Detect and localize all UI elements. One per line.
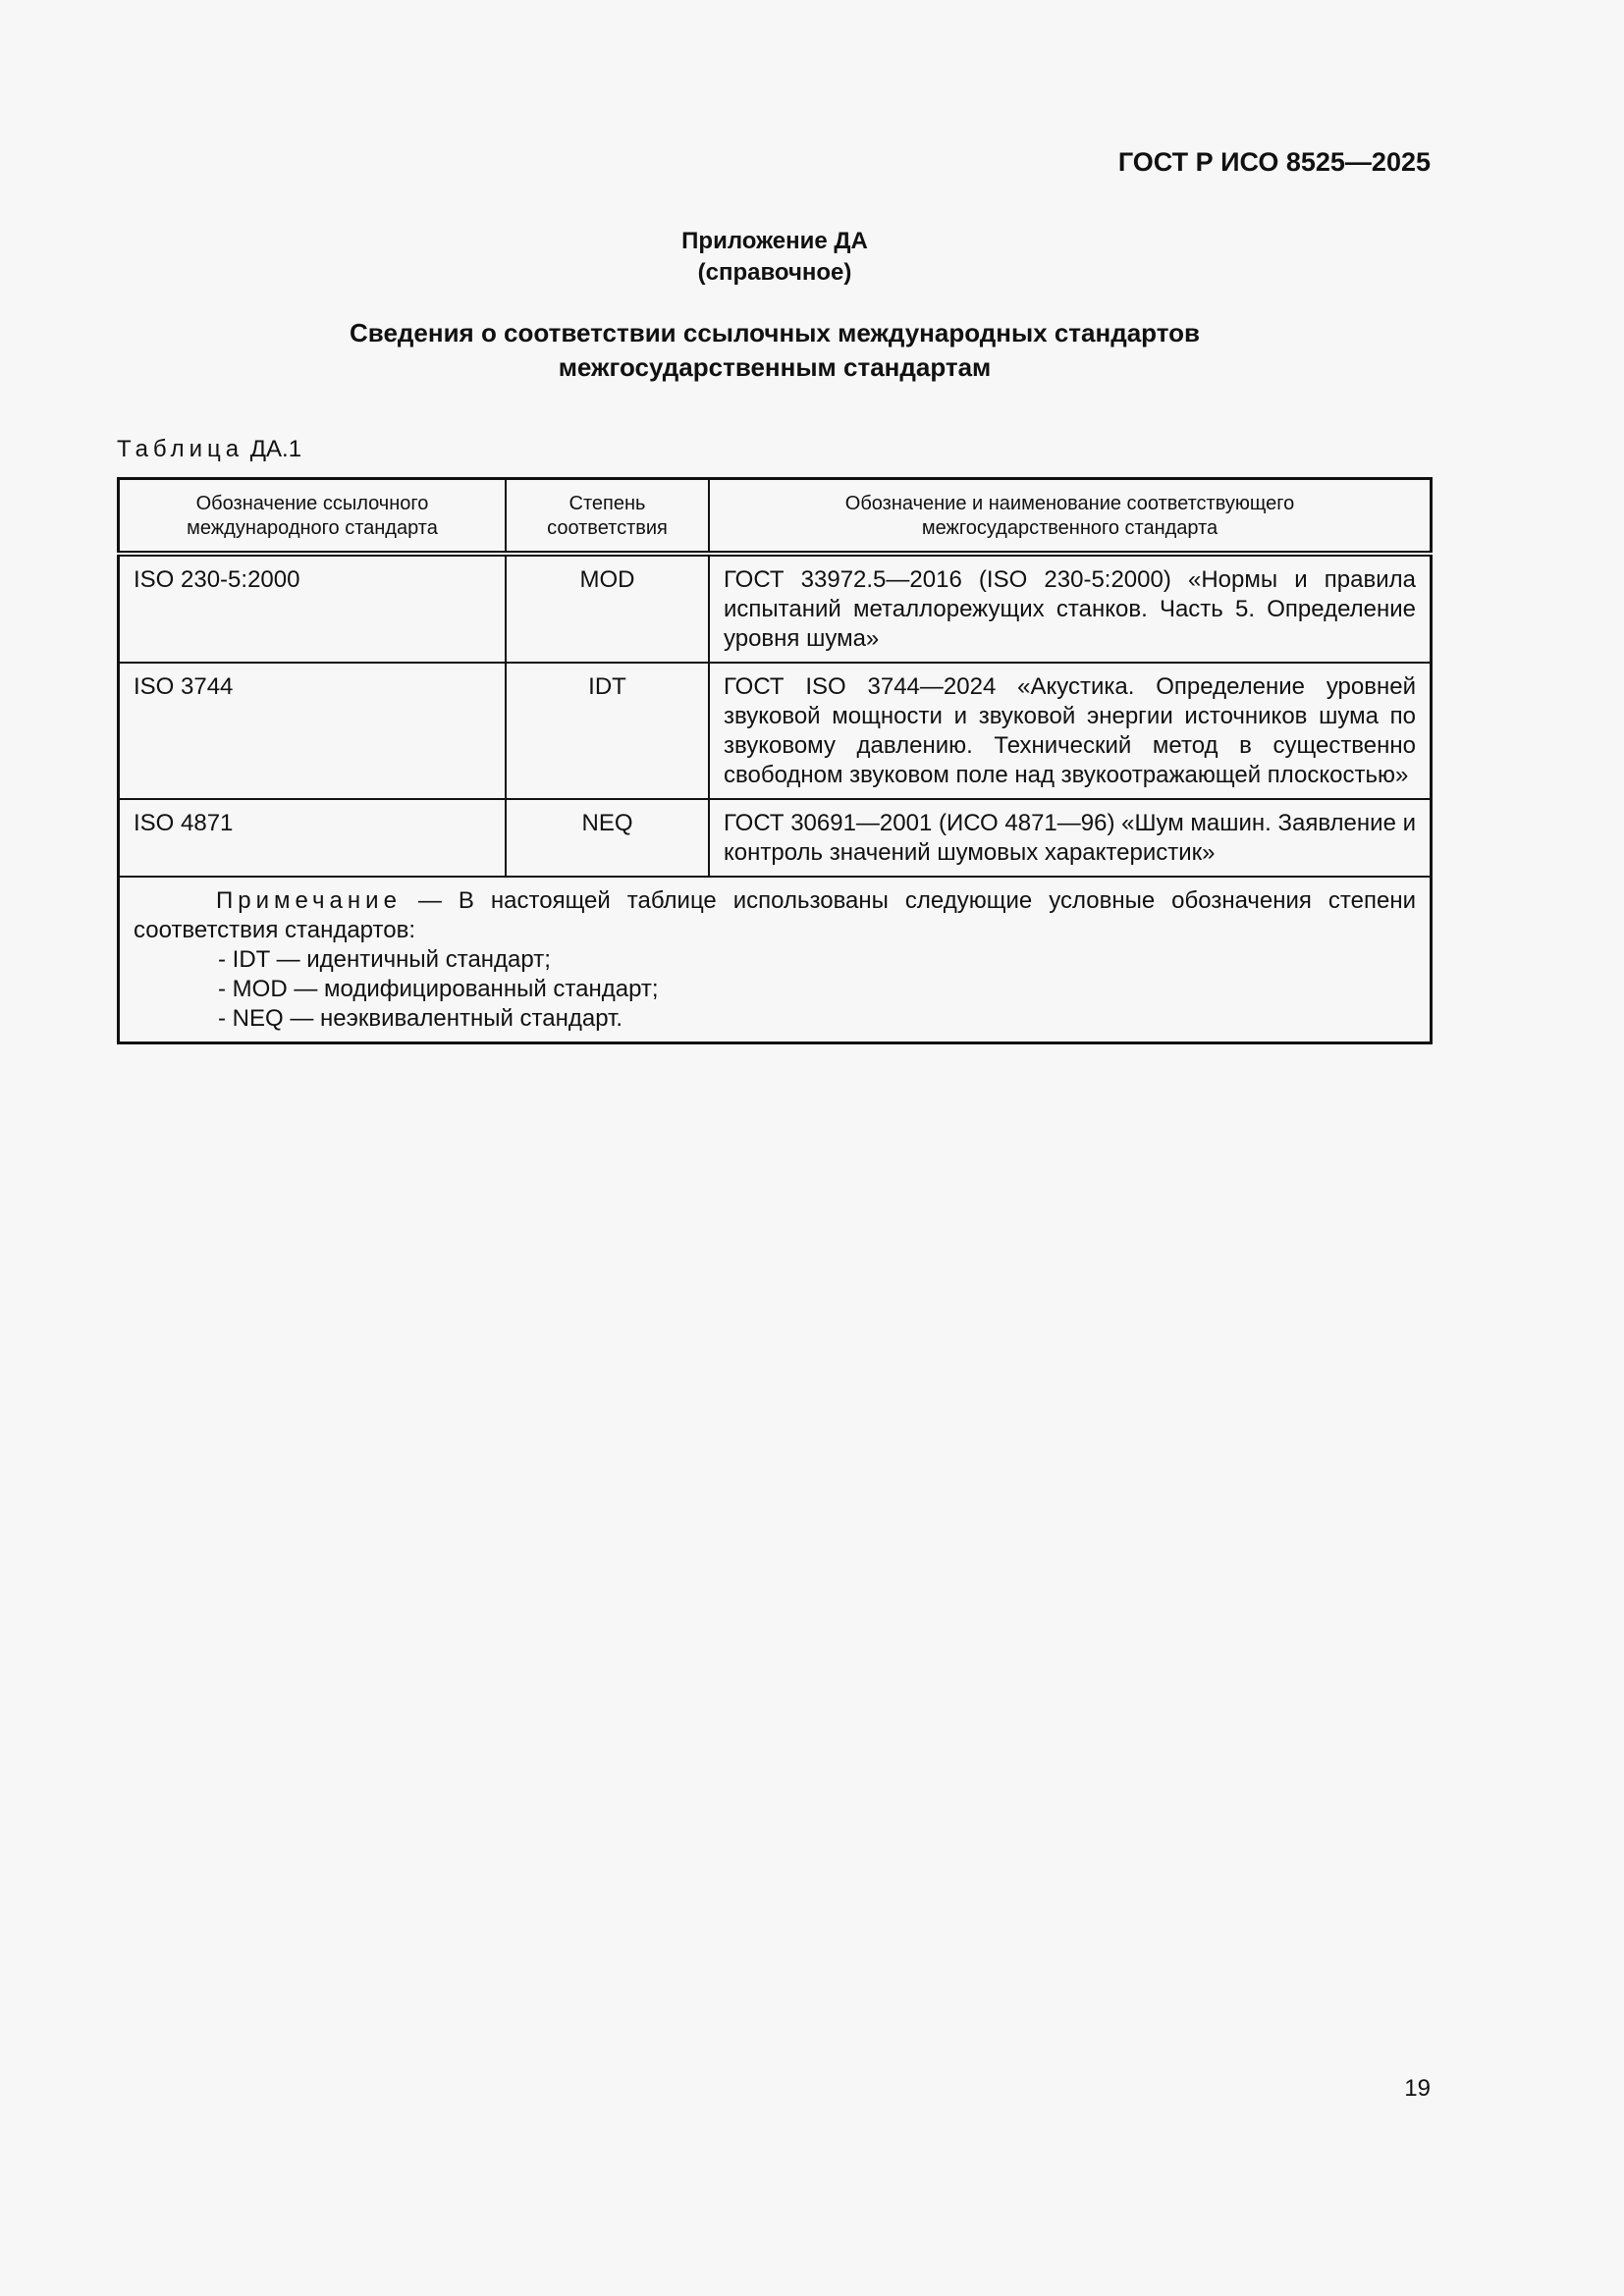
table-note-row	[119, 877, 1432, 1043]
cell-degree: IDT	[506, 663, 709, 799]
cell-reference: ISO 4871	[119, 799, 507, 877]
header-reference-standard	[119, 479, 507, 555]
header-col2-line2: соответствия	[547, 517, 668, 539]
note-list	[134, 945, 1416, 1034]
header-col3-line1: Обозначение и наименование соответствующего	[844, 493, 1295, 514]
table-caption-word: Таблица	[117, 436, 244, 462]
appendix-heading	[0, 226, 1549, 289]
appendix-title: Приложение ДА	[681, 228, 868, 254]
table-caption-number: ДА.1	[249, 436, 302, 462]
section-title-line1: Сведения о соответствии ссылочных международных стандартов	[350, 318, 1200, 347]
table-caption	[117, 436, 301, 463]
table-row	[119, 663, 1432, 799]
note-list-item: - IDT — идентичный стандарт;	[218, 945, 1416, 975]
note-body: — В настоящей таблице использованы следующие условные обозначения степени соответствия стандартов:	[134, 887, 1416, 943]
cell-standard: ГОСТ 33972.5—2016 (ISO 230-5:2000) «Нормы и правила испытаний металлорежущих станков. Часть 5. Определение уровня шума»	[709, 554, 1432, 663]
cell-degree: MOD	[506, 554, 709, 663]
table-row	[119, 799, 1432, 877]
header-degree	[506, 479, 709, 555]
section-title-line2: межгосударственным стандартам	[558, 352, 992, 382]
header-interstate-standard	[709, 479, 1432, 555]
cell-degree: NEQ	[506, 799, 709, 877]
note-label: Примечание	[216, 887, 402, 914]
section-title	[0, 316, 1549, 385]
header-col1-line1: Обозначение ссылочного	[195, 493, 429, 514]
cell-standard: ГОСТ ISO 3744—2024 «Акустика. Определение уровней звуковой мощности и звуковой энергии источников шума по звуковому давлению. Технический метод в существенно свободном звуковом поле над звукоотражающей плоскостью»	[709, 663, 1432, 799]
page-number: 19	[1404, 2075, 1431, 2102]
note-list-item: - MOD — модифицированный стандарт;	[218, 975, 1416, 1004]
table-header-row	[119, 479, 1432, 555]
note-list-item: - NEQ — неэквивалентный стандарт.	[218, 1004, 1416, 1034]
cell-reference: ISO 3744	[119, 663, 507, 799]
header-col1-line2: международного стандарта	[187, 517, 438, 539]
cell-reference: ISO 230-5:2000	[119, 554, 507, 663]
cell-standard: ГОСТ 30691—2001 (ИСО 4871—96) «Шум машин. Заявление и контроль значений шумовых характеристик»	[709, 799, 1432, 877]
table-row	[119, 554, 1432, 663]
header-col3-line2: межгосударственного стандарта	[921, 517, 1218, 539]
header-col2-line1: Степень	[568, 493, 646, 514]
appendix-subtitle: (справочное)	[697, 259, 852, 286]
document-code: ГОСТ Р ИСО 8525—2025	[1117, 147, 1431, 177]
correspondence-table	[117, 477, 1433, 1044]
note-text	[134, 886, 1416, 945]
table-note	[119, 877, 1432, 1043]
